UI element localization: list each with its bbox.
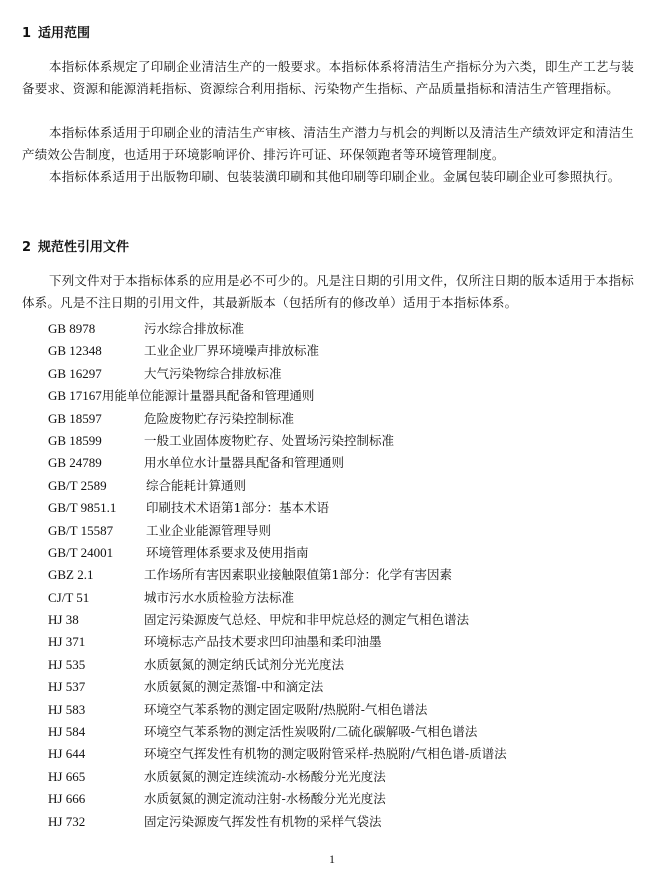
section-2-title: 规范性引用文件 [38,240,130,255]
section-1-heading [22,22,90,41]
reference-item [48,564,638,586]
reference-item [48,497,638,519]
reference-code: GB 24789 [48,455,102,471]
reference-item [48,318,638,340]
reference-title: 环境管理体系要求及使用指南 [146,544,309,560]
reference-title: 水质氨氮的测定连续流动-水杨酸分光光度法 [144,768,386,784]
reference-code: HJ 371 [48,634,86,650]
reference-title: 水质氨氮的测定流动注射-水杨酸分光光度法 [144,791,386,807]
reference-code: GB 12348 [48,343,102,359]
reference-item [48,475,638,497]
reference-item [48,340,638,362]
reference-item [48,542,638,564]
reference-title: 用水单位水计量器具配备和管理通则 [144,455,345,471]
reference-item [48,743,638,765]
reference-item [48,609,638,631]
reference-code: GB 17167 [48,388,102,404]
reference-code: HJ 644 [48,746,86,762]
reference-code: HJ 537 [48,679,86,695]
page-number: 1 [329,852,335,866]
section-1-title: 适用范围 [38,26,91,41]
normative-references-intro: 下列文件对于本指标体系的应用是必不可少的。凡是注日期的引用文件，仅所注日期的版本适用于本指标体系。凡是不注日期的引用文件，其最新版本（包括所有的修改单）适用于本指标体系。 [22,273,634,310]
reference-item [48,452,638,474]
section-2-number: 2 [22,240,32,255]
reference-title: 水质氨氮的测定蒸馏-中和滴定法 [144,679,324,695]
reference-title: 城市污水水质检验方法标准 [144,589,295,605]
reference-code: HJ 666 [48,791,86,807]
reference-code: CJ/T 51 [48,589,90,605]
scope-paragraph-3: 本指标体系适用于出版物印刷、包装装潢印刷和其他印刷等印刷企业。金属包装印刷企业可参照执行。 [49,169,621,184]
reference-title: 印刷技术术语第1部分：基本术语 [146,500,329,516]
reference-title: 一般工业固体废物贮存、处置场污染控制标准 [144,432,395,448]
section-1-number: 1 [22,26,32,41]
reference-title: 水质氨氮的测定纳氏试剂分光光度法 [144,656,345,672]
reference-code: HJ 583 [48,701,86,717]
reference-title: 工业企业能源管理导则 [146,522,272,538]
reference-code: GB/T 15587 [48,522,114,538]
reference-title: 固定污染源废气挥发性有机物的采样气袋法 [144,813,382,829]
reference-title: 综合能耗计算通则 [146,477,247,493]
reference-item [48,520,638,542]
reference-code: HJ 584 [48,724,86,740]
scope-paragraph-1: 本指标体系规定了印刷企业清洁生产的一般要求。本指标体系将清洁生产指标分为六类，即生产工艺与装备要求、资源和能源消耗指标、资源综合利用指标、污染物产生指标、产品质量指标和清洁生产管理指标。 [22,59,634,96]
reference-code: GB 16297 [48,365,102,381]
reference-title: 大气污染物综合排放标准 [144,365,282,381]
scope-paragraph-2: 本指标体系适用于印刷企业的清洁生产审核、清洁生产潜力与机会的判断以及清洁生产绩效评定和清洁生产绩效公告制度，也适用于环境影响评价、排污许可证、环保领跑者等环境管理制度。 [22,125,634,162]
reference-item [48,721,638,743]
reference-item [48,587,638,609]
reference-item [48,811,638,833]
reference-item [48,631,638,653]
reference-code: HJ 535 [48,656,86,672]
reference-title: 工作场所有害因素职业接触限值第1部分：化学有害因素 [144,567,452,583]
reference-item [48,676,638,698]
reference-item [48,699,638,721]
reference-item [48,408,638,430]
reference-title: 环境空气苯系物的测定活性炭吸附/二硫化碳解吸-气相色谱法 [144,724,478,740]
reference-code: HJ 38 [48,612,79,628]
reference-title: 环境空气挥发性有机物的测定吸附管采样-热脱附/气相色谱-质谱法 [144,746,507,762]
reference-item [48,788,638,810]
reference-title: 工业企业厂界环境噪声排放标准 [144,343,320,359]
reference-code: GBZ 2.1 [48,567,94,583]
reference-item [48,430,638,452]
reference-code: GB 18599 [48,432,102,448]
section-2-heading [22,236,129,255]
reference-code: GB 8978 [48,321,96,336]
reference-title: 污水综合排放标准 [144,321,245,336]
reference-item [48,654,638,676]
reference-code: GB/T 24001 [48,544,114,560]
reference-item [48,766,638,788]
reference-title: 用能单位能源计量器具配备和管理通则 [101,388,315,404]
reference-title: 环境标志产品技术要求凹印油墨和柔印油墨 [144,634,382,650]
reference-code: HJ 665 [48,768,86,784]
reference-code: GB/T 9851.1 [48,500,117,516]
reference-code: HJ 732 [48,813,86,829]
reference-code: GB 18597 [48,410,102,426]
reference-title: 危险废物贮存污染控制标准 [144,410,295,426]
reference-list [48,318,638,833]
reference-item [48,363,638,385]
reference-code: GB/T 2589 [48,477,107,493]
reference-title: 固定污染源废气总烃、甲烷和非甲烷总烃的测定气相色谱法 [144,612,470,628]
reference-title: 环境空气苯系物的测定固定吸附/热脱附-气相色谱法 [144,701,428,717]
reference-item [48,385,638,407]
